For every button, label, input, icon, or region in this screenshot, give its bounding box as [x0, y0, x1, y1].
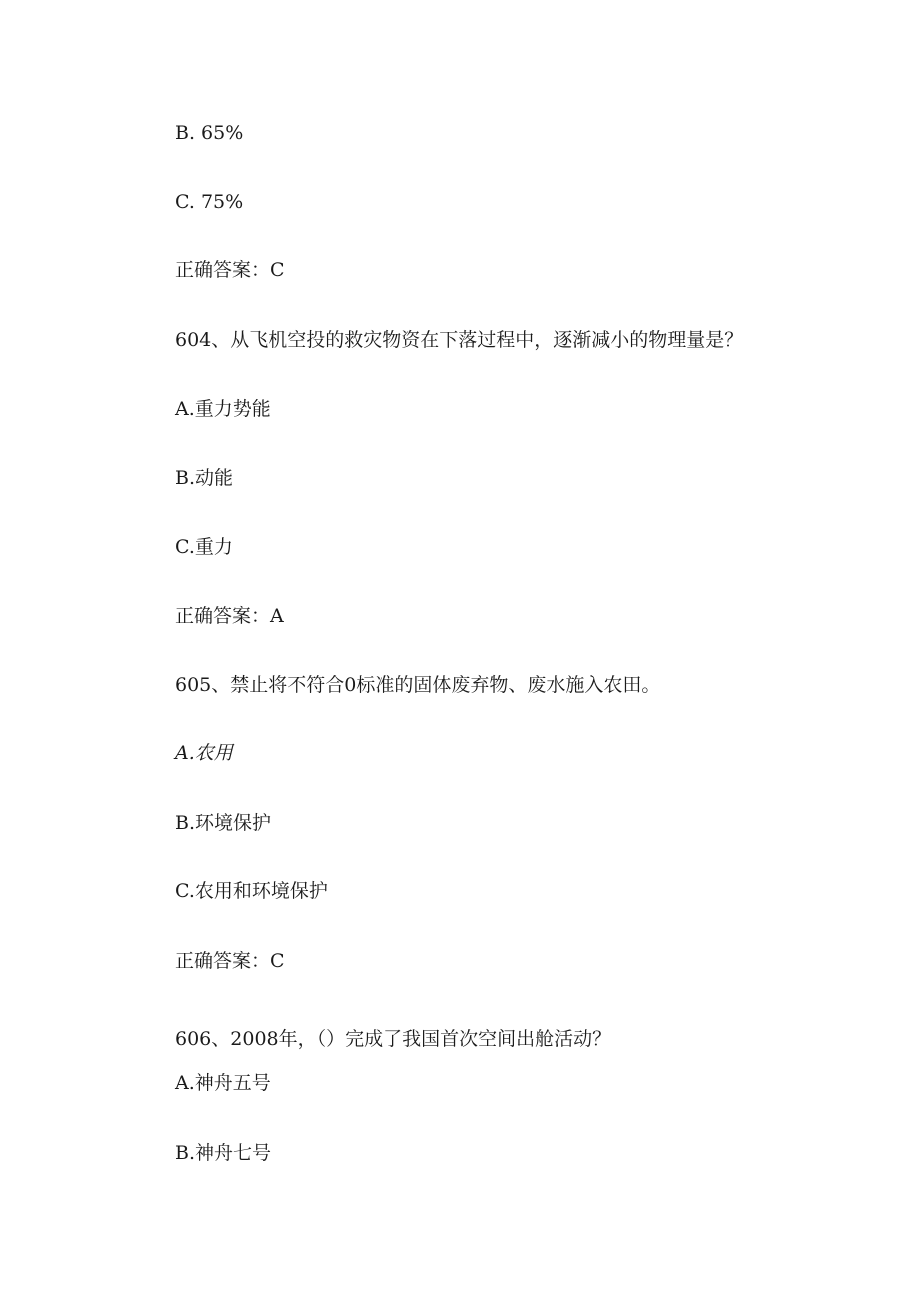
q605-option-a: A.农用 [175, 742, 233, 764]
q604-option-c: C.重力 [175, 536, 233, 558]
q604-answer: 正确答案：A [175, 605, 284, 627]
q606-option-b: B.神舟七号 [175, 1142, 272, 1164]
q605-answer: 正确答案：C [175, 950, 285, 972]
q606-question: 606、2008年，（）完成了我国首次空间出舱活动？ [175, 1028, 612, 1050]
q604-question: 604、从飞机空投的救灾物资在下落过程中，逐渐减小的物理量是？ [175, 329, 744, 351]
q604-option-a: A.重力势能 [175, 398, 271, 420]
q603-answer: 正确答案：C [175, 259, 285, 281]
q606-option-a: A.神舟五号 [175, 1072, 271, 1094]
q603-option-c: C. 75% [175, 191, 244, 213]
q603-option-b: B. 65% [175, 122, 244, 144]
q605-question: 605、禁止将不符合0标准的固体废弃物、废水施入农田。 [175, 674, 661, 696]
q604-option-b: B.动能 [175, 467, 234, 489]
q605-option-c: C.农用和环境保护 [175, 880, 328, 902]
q605-option-b: B.环境保护 [175, 812, 272, 834]
